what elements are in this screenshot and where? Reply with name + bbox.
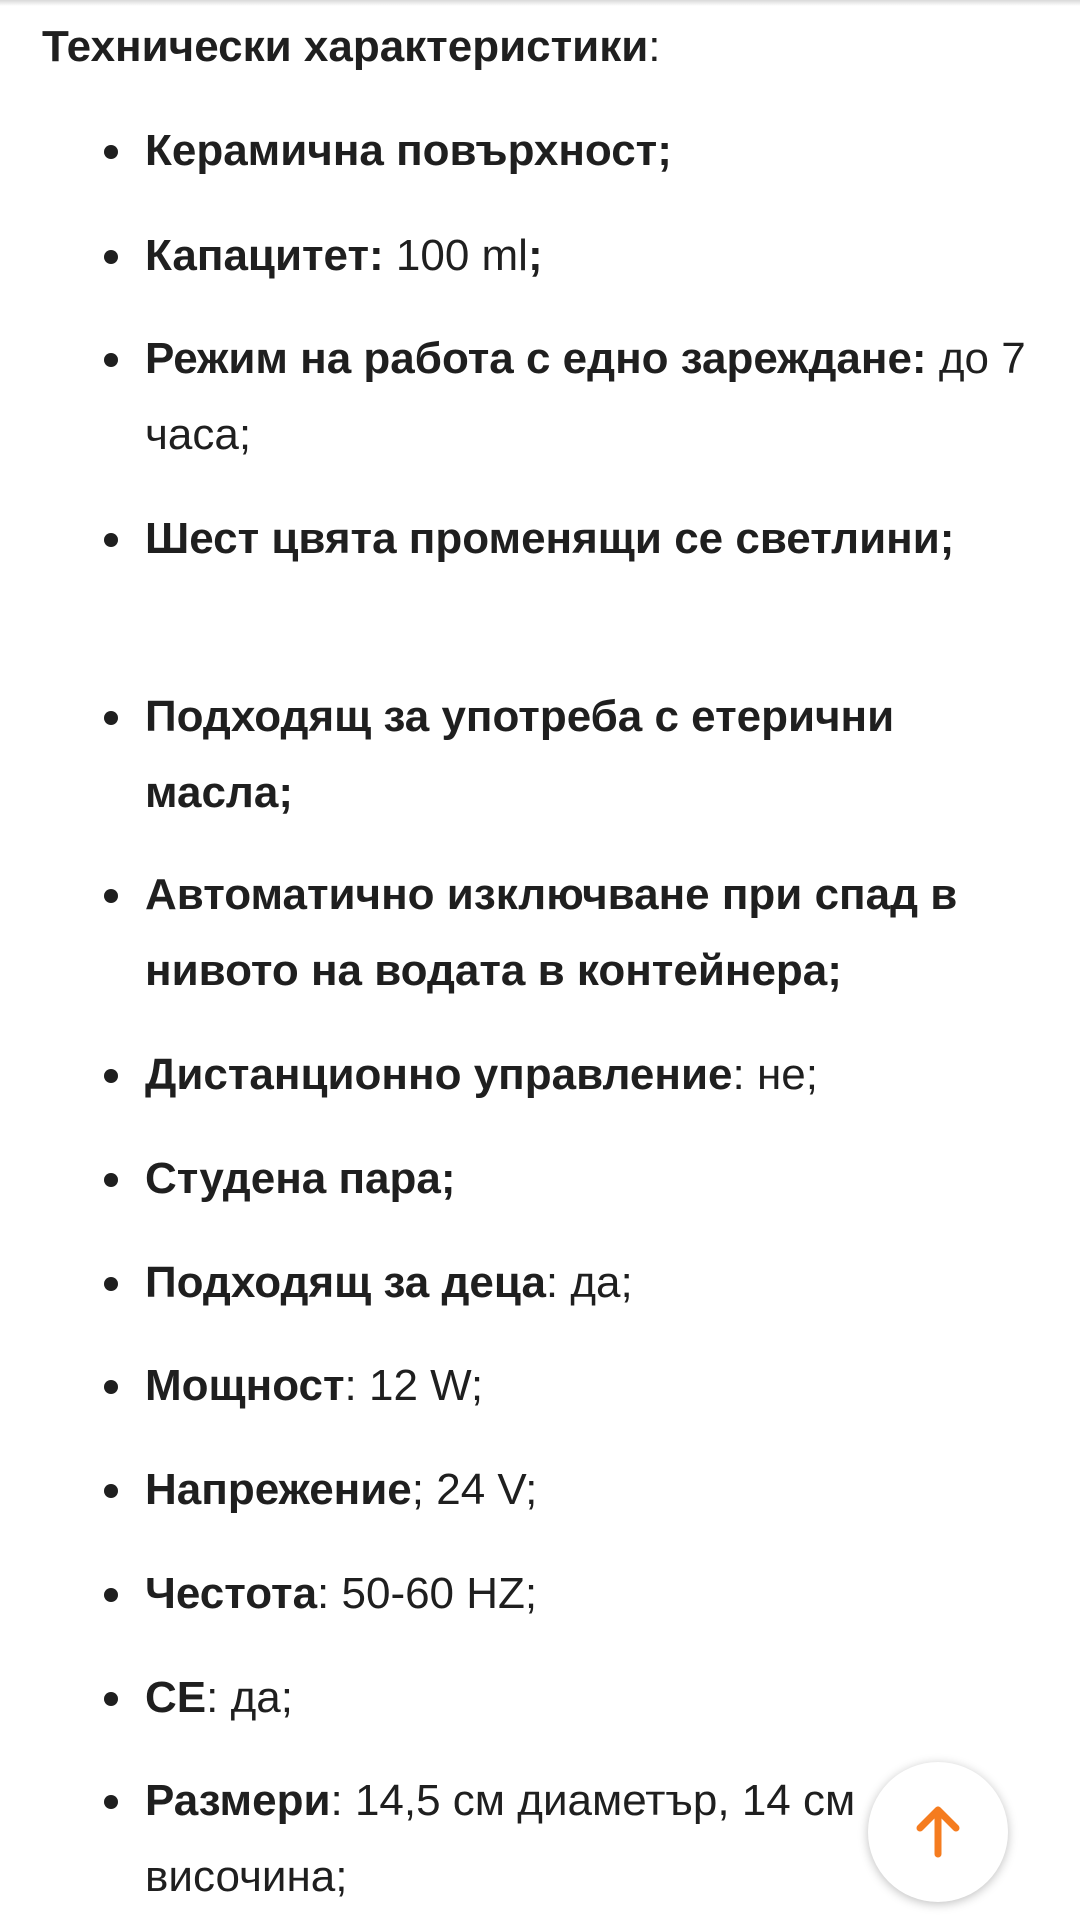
spec-label: CE bbox=[145, 1673, 207, 1722]
bullet bbox=[104, 1069, 118, 1083]
spec-label: Капацитет: bbox=[145, 231, 384, 280]
bullet bbox=[104, 250, 118, 264]
spec-label: Шест цвята променящи се светлини; bbox=[145, 514, 955, 563]
bullet bbox=[104, 1795, 118, 1809]
bullet bbox=[104, 533, 118, 547]
spec-label: Дистанционно управление bbox=[145, 1050, 733, 1099]
spec-label: Режим на работа с едно зареждане: bbox=[145, 334, 927, 383]
spec-label: Подходящ за употреба с етерични масла; bbox=[145, 692, 895, 817]
list-item-text bbox=[145, 321, 1050, 473]
bullet bbox=[104, 1692, 118, 1706]
spec-label: Подходящ за деца bbox=[145, 1258, 546, 1307]
list-item-text bbox=[145, 857, 1050, 1009]
list-item-text bbox=[145, 501, 1050, 577]
spec-value-continued: см височина; bbox=[145, 1776, 856, 1901]
specs-heading-label: Технически характеристики bbox=[42, 22, 649, 71]
spec-value: : да; bbox=[206, 1673, 293, 1722]
top-edge-shadow bbox=[0, 0, 1080, 6]
bullet bbox=[104, 1380, 118, 1394]
list-item-text bbox=[145, 1452, 1050, 1528]
list-item-text bbox=[145, 1037, 1050, 1113]
spec-value: : 12 W; bbox=[344, 1361, 484, 1410]
list-item-text bbox=[145, 1556, 1050, 1632]
spec-label: Студена пара; bbox=[145, 1154, 456, 1203]
spec-value: : 50-60 HZ; bbox=[317, 1569, 538, 1618]
spec-value: до 7 часа; bbox=[145, 334, 1026, 459]
spec-value-tail: ; bbox=[527, 231, 543, 280]
specs-heading bbox=[42, 18, 661, 76]
list-item-text bbox=[145, 1141, 1050, 1217]
spec-label: Мощност bbox=[145, 1361, 345, 1410]
bullet bbox=[104, 1277, 118, 1291]
spec-value: : не; bbox=[732, 1050, 818, 1099]
arrow-up-icon bbox=[906, 1800, 970, 1864]
spec-label: Напрежение bbox=[145, 1465, 412, 1514]
bullet bbox=[104, 145, 118, 159]
spec-label: Автоматично изключване при спад в нивото на водата в контейнера; bbox=[145, 870, 958, 995]
list-item-text bbox=[145, 679, 1050, 831]
list-item-text bbox=[145, 113, 1050, 189]
bullet bbox=[104, 1588, 118, 1602]
spec-value: 100 ml bbox=[383, 231, 528, 280]
list-item-text bbox=[145, 1245, 1050, 1321]
list-item-text bbox=[145, 1660, 1050, 1736]
bullet bbox=[104, 1484, 118, 1498]
specs-heading-colon: : bbox=[648, 22, 661, 71]
spec-value: ; 24 V; bbox=[411, 1465, 538, 1514]
list-item-text bbox=[145, 218, 1050, 294]
spec-label: Размери bbox=[145, 1776, 331, 1825]
list-item-text bbox=[145, 1348, 1050, 1424]
bullet bbox=[104, 889, 118, 903]
spec-label: Честота bbox=[145, 1569, 318, 1618]
spec-value: : да; bbox=[545, 1258, 633, 1307]
spec-value: : 14,5 см диаметър, 14 bbox=[330, 1776, 791, 1825]
bullet bbox=[104, 353, 118, 367]
spec-label: Керамична повърхност; bbox=[145, 126, 672, 175]
bullet bbox=[104, 1173, 118, 1187]
bullet bbox=[104, 711, 118, 725]
scroll-to-top-button[interactable] bbox=[868, 1762, 1008, 1902]
